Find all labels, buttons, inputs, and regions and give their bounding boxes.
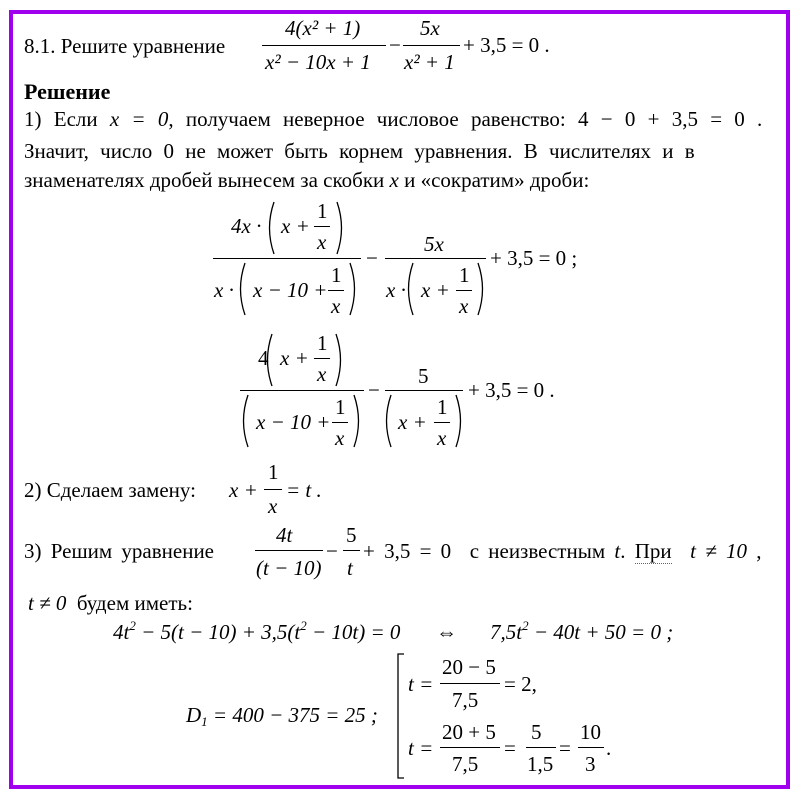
minus-sign: − [366, 246, 378, 270]
eq1-one: 1 [459, 263, 470, 287]
eq1-den2-x: x · [386, 278, 406, 302]
equivalence-arrow: ⇔ [436, 620, 457, 644]
fraction-bar [328, 290, 344, 291]
step2-one: 1 [268, 460, 279, 484]
eq1-x: x [331, 294, 341, 318]
root2-final-den: 3 [585, 752, 596, 776]
right-paren [337, 202, 342, 254]
step3-line2: t ≠ 0 будем иметь: [28, 591, 193, 615]
step3-tail: + 3,5 = 0 с неизвестным t. При t ≠ 10 , [363, 539, 762, 563]
fraction-bar [343, 550, 360, 551]
fraction-bar [385, 258, 486, 259]
eq1-one: 1 [317, 199, 328, 223]
quadratic-equation: $7,5t^2 - 40t + 50 = 0$ ; [490, 618, 674, 644]
eq1-den2-body: x + [421, 278, 450, 302]
discriminant: $D_1 = 400 - 375 = 25$ ; [186, 703, 378, 729]
system-bracket [398, 654, 404, 778]
fraction-bar [526, 747, 556, 748]
left-paren [387, 395, 392, 447]
step2-x: x [268, 494, 278, 518]
fraction-bar [213, 258, 361, 259]
step3-den2: t [347, 556, 353, 580]
problem-label: 8.1. Решите уравнение [24, 34, 226, 58]
root2-mid-num: 5 [531, 720, 542, 744]
fraction-bar [440, 683, 500, 684]
eq2-tail: + 3,5 = 0 . [468, 378, 555, 402]
eq1-one: 1 [331, 263, 342, 287]
eq1-num-coef: 4x · [231, 214, 262, 238]
eq2-num-coef: 4 [258, 346, 269, 370]
fraction-bar [385, 390, 463, 391]
left-paren [241, 263, 246, 315]
root2-mid-den: 1,5 [527, 752, 554, 776]
fraction-bar [314, 358, 330, 359]
step3-num2: 5 [346, 523, 357, 547]
root1-den: 7,5 [452, 688, 479, 712]
eq2-num2: 5 [418, 364, 429, 388]
fraction-bar [314, 226, 330, 227]
eq2-num-body: x + [280, 346, 309, 370]
step2-x-plus: x + [229, 478, 258, 502]
problem-denominator-1: x² − 10x + 1 [265, 50, 371, 74]
eq1-x: x [317, 230, 327, 254]
minus-sign: − [389, 33, 401, 57]
fraction-bar [440, 747, 500, 748]
period: . [606, 736, 612, 760]
fraction-bar [434, 422, 450, 423]
root2-num: 20 + 5 [442, 720, 496, 744]
eq2-one: 1 [335, 395, 346, 419]
right-paren [478, 263, 483, 315]
step2-tail: = t . [286, 478, 322, 502]
eq1-den-body: x − 10 + [253, 278, 328, 302]
root2-t: t = [408, 736, 434, 760]
eq2-one: 1 [317, 331, 328, 355]
step1-line1: 1) Если x = 0, получаем неверное числовое равенство: 4 − 0 + 3,5 = 0 . [24, 107, 763, 131]
step3-den1: (t − 10) [256, 556, 322, 580]
problem-numerator-1: 4(x² + 1) [285, 16, 361, 40]
eq1-num2: 5x [424, 232, 444, 256]
fraction-bar [456, 290, 472, 291]
eq1-num-x: x + [281, 214, 310, 238]
step3-num1: 4t [276, 523, 293, 547]
minus-sign: − [326, 539, 338, 563]
fraction-bar [240, 390, 364, 391]
right-paren [456, 395, 461, 447]
step2-label: 2) Сделаем замену: [24, 478, 196, 502]
left-paren [270, 202, 275, 254]
equals-sign: = [504, 736, 516, 760]
root1-value: = 2, [504, 672, 537, 696]
eq1-den-x: x · [214, 278, 234, 302]
fraction-bar [255, 550, 323, 551]
solution-heading: Решение [24, 79, 111, 104]
eq1-tail: + 3,5 = 0 ; [490, 246, 578, 270]
root1-num: 20 − 5 [442, 655, 496, 679]
step3-label: 3) Решим уравнение [24, 539, 215, 563]
root2-den: 7,5 [452, 752, 479, 776]
eq2-one: 1 [437, 395, 448, 419]
eq2-x: x [335, 426, 345, 450]
minus-sign: − [368, 378, 380, 402]
root1-t: t = [408, 672, 434, 696]
fraction-bar [264, 489, 282, 490]
problem-tail: + 3,5 = 0 . [463, 33, 550, 57]
problem-numerator-2: 5x [420, 16, 440, 40]
fraction-bar [332, 422, 348, 423]
quadratic-expansion: $4t^2 - 5(t - 10) + 3,5(t^2 - 10t) = 0$ [113, 618, 401, 644]
fraction-bar [578, 747, 604, 748]
equals-sign: = [559, 736, 571, 760]
eq1-x: x [459, 294, 469, 318]
eq2-den2-body: x + [398, 410, 427, 434]
eq2-x: x [317, 362, 327, 386]
eq2-x: x [437, 426, 447, 450]
problem-denominator-2: x² + 1 [404, 50, 455, 74]
root2-final-num: 10 [580, 720, 601, 744]
eq2-den-body: x − 10 + [256, 410, 331, 434]
right-paren [354, 395, 359, 447]
left-paren [244, 395, 249, 447]
right-paren [336, 334, 341, 386]
right-paren [350, 263, 355, 315]
step1-line3: знаменателях дробей вынесем за скобки x и «сократим» дроби: [24, 168, 590, 192]
left-paren [409, 263, 414, 315]
step1-line2: Значит, число 0 не может быть корнем уравнения. В числителях и в [24, 139, 695, 163]
